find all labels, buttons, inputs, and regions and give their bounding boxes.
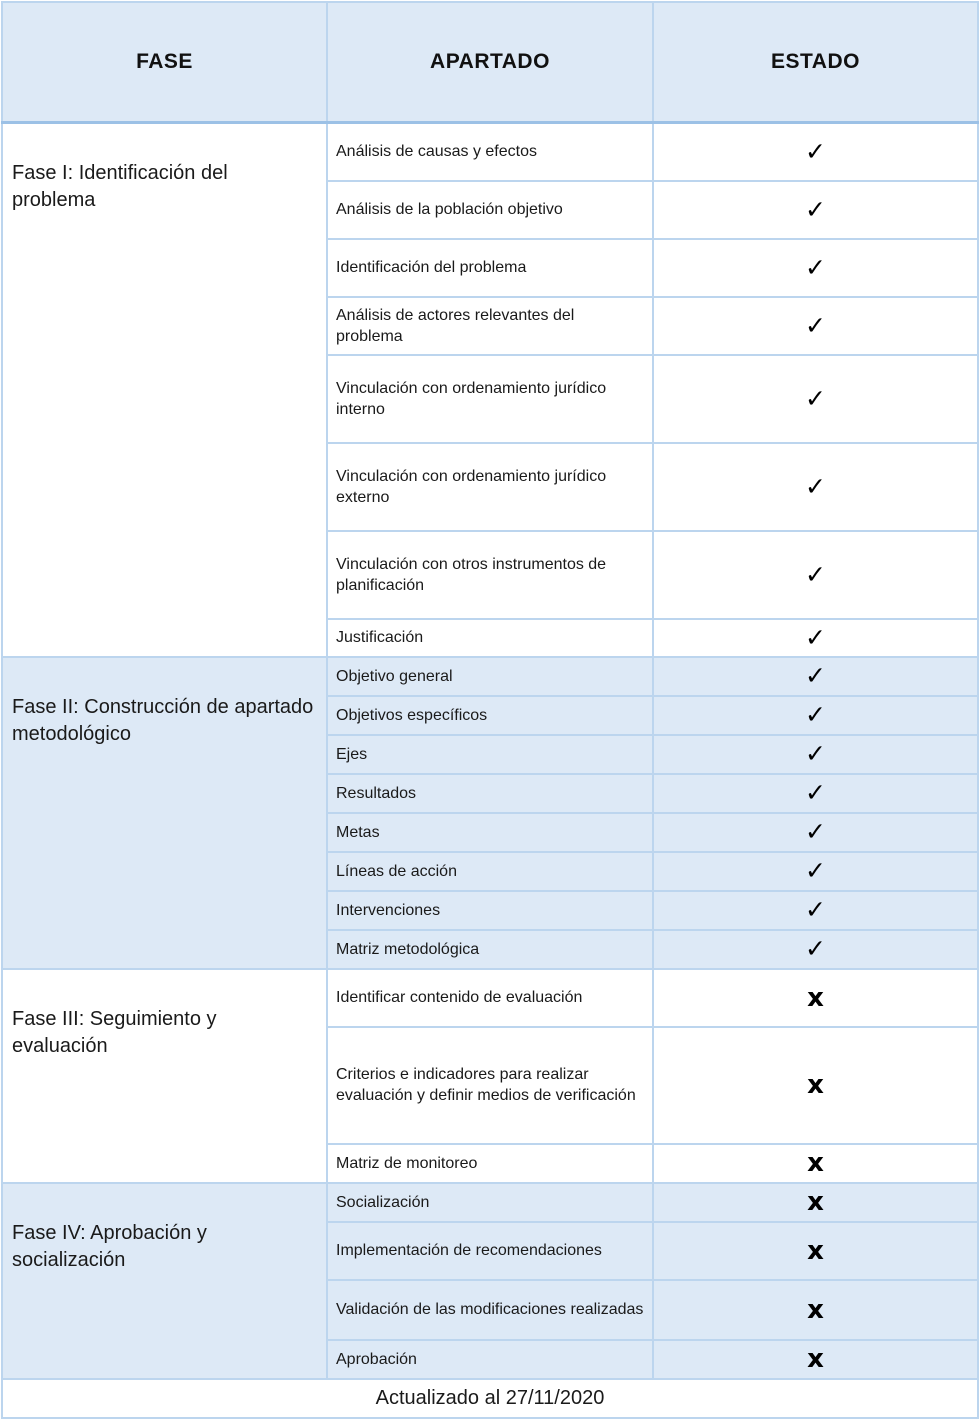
state-cell xyxy=(653,181,978,239)
item-label: Validación de las modificaciones realizadas xyxy=(327,1280,653,1340)
check-icon: ✓ xyxy=(805,661,826,690)
table-row xyxy=(2,969,978,1027)
check-icon: ✓ xyxy=(805,383,826,413)
check-icon: ✓ xyxy=(805,934,826,963)
state-cell xyxy=(653,1027,978,1144)
check-icon: ✓ xyxy=(805,778,826,807)
state-cell xyxy=(653,813,978,852)
state-cell xyxy=(653,443,978,531)
check-icon: ✓ xyxy=(805,817,826,846)
state-cell xyxy=(653,1222,978,1280)
state-cell xyxy=(653,1183,978,1222)
cross-icon: x xyxy=(807,1148,824,1178)
item-label: Vinculación con ordenamiento jurídico externo xyxy=(327,443,653,531)
cross-icon: x xyxy=(807,1187,824,1217)
table-row xyxy=(2,123,978,181)
item-label: Análisis de actores relevantes del problema xyxy=(327,297,653,355)
item-label: Vinculación con otros instrumentos de planificación xyxy=(327,531,653,619)
status-table xyxy=(1,1,979,1419)
item-label: Identificar contenido de evaluación xyxy=(327,969,653,1027)
phase-label: Fase II: Construcción de apartado metodológico xyxy=(2,657,327,969)
item-label: Matriz de monitoreo xyxy=(327,1144,653,1183)
item-label: Líneas de acción xyxy=(327,852,653,891)
state-cell xyxy=(653,930,978,969)
check-icon: ✓ xyxy=(805,739,826,768)
item-label: Análisis de la población objetivo xyxy=(327,181,653,239)
state-cell xyxy=(653,1340,978,1379)
check-icon: ✓ xyxy=(805,194,826,224)
item-label: Resultados xyxy=(327,774,653,813)
updated-date: Actualizado al 27/11/2020 xyxy=(2,1379,978,1418)
item-label: Justificación xyxy=(327,619,653,657)
item-label: Análisis de causas y efectos xyxy=(327,123,653,181)
check-icon: ✓ xyxy=(805,559,826,589)
item-label: Identificación del problema xyxy=(327,239,653,297)
item-label: Ejes xyxy=(327,735,653,774)
item-label: Metas xyxy=(327,813,653,852)
state-cell xyxy=(653,1280,978,1340)
state-cell xyxy=(653,657,978,696)
table-row xyxy=(2,1183,978,1222)
state-cell xyxy=(653,123,978,181)
item-label: Criterios e indicadores para realizar evaluación y definir medios de verificación xyxy=(327,1027,653,1144)
item-label: Implementación de recomendaciones xyxy=(327,1222,653,1280)
header-fase: FASE xyxy=(2,2,327,123)
header-estado: ESTADO xyxy=(653,2,978,123)
state-cell xyxy=(653,355,978,443)
state-cell xyxy=(653,774,978,813)
table-row xyxy=(2,657,978,696)
state-cell xyxy=(653,852,978,891)
state-cell xyxy=(653,239,978,297)
cross-icon: x xyxy=(807,1235,824,1266)
phase-label: Fase III: Seguimiento y evaluación xyxy=(2,969,327,1183)
state-cell xyxy=(653,696,978,735)
item-label: Aprobación xyxy=(327,1340,653,1379)
state-cell xyxy=(653,735,978,774)
state-cell xyxy=(653,531,978,619)
item-label: Socialización xyxy=(327,1183,653,1222)
cross-icon: x xyxy=(807,1344,824,1374)
check-icon: ✓ xyxy=(805,895,826,924)
header-apartado: APARTADO xyxy=(327,2,653,123)
cross-icon: x xyxy=(807,1070,824,1100)
cross-icon: x xyxy=(807,1294,824,1325)
cross-icon: x xyxy=(807,982,824,1013)
phase-label: Fase IV: Aprobación y socialización xyxy=(2,1183,327,1379)
item-label: Vinculación con ordenamiento jurídico interno xyxy=(327,355,653,443)
check-icon: ✓ xyxy=(805,252,826,282)
state-cell xyxy=(653,891,978,930)
table-header-row xyxy=(2,2,978,123)
footer-row xyxy=(2,1379,978,1418)
item-label: Objetivos específicos xyxy=(327,696,653,735)
check-icon: ✓ xyxy=(805,856,826,885)
state-cell xyxy=(653,1144,978,1183)
item-label: Intervenciones xyxy=(327,891,653,930)
check-icon: ✓ xyxy=(805,700,826,729)
state-cell xyxy=(653,619,978,657)
state-cell xyxy=(653,969,978,1027)
phase-label: Fase I: Identificación del problema xyxy=(2,123,327,657)
item-label: Matriz metodológica xyxy=(327,930,653,969)
check-icon: ✓ xyxy=(805,622,826,652)
check-icon: ✓ xyxy=(805,310,826,340)
check-icon: ✓ xyxy=(805,136,826,166)
item-label: Objetivo general xyxy=(327,657,653,696)
check-icon: ✓ xyxy=(805,471,826,501)
state-cell xyxy=(653,297,978,355)
